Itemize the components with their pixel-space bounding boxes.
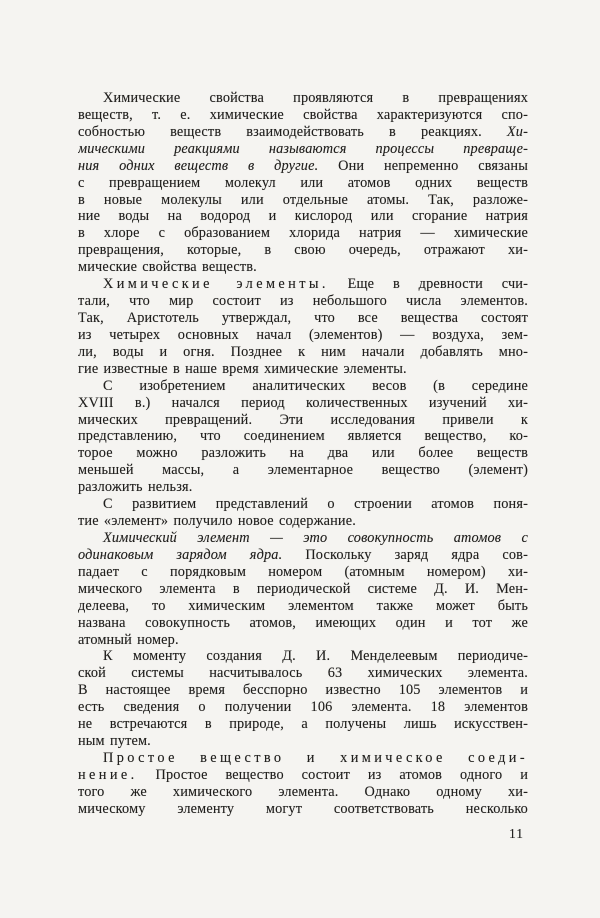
text-segment: гие известные в наше время химические элементы. <box>78 360 407 377</box>
text-segment: В настоящее время бесспорно известно 105 элементов и <box>78 682 528 699</box>
text-segment: превращения, которые, в свою очередь, отражают хи- <box>78 242 528 259</box>
text-line <box>78 564 528 581</box>
text-segment: торое можно разложить на два или более веществ <box>78 445 528 462</box>
text-segment: Простое вещество состоит из атомов одного и <box>137 766 528 783</box>
text-line <box>78 327 528 344</box>
text-segment: из четырех основных начал (элементов) — воздуха, зем- <box>78 326 528 343</box>
text-line <box>78 462 528 479</box>
text-line <box>78 259 528 276</box>
text-segment: в хлоре с образованием хлорида натрия — химические <box>78 225 528 242</box>
text-segment: меньшей массы, а элементарное вещество (элемент) <box>78 462 528 479</box>
italic-text-segment: одинаковым зарядом ядра. <box>78 546 283 563</box>
text-line <box>78 445 528 462</box>
text-segment: есть сведения о получении 106 элемента. 18 элементов <box>78 699 528 716</box>
text-line <box>78 530 528 547</box>
text-line <box>78 547 528 564</box>
text-line <box>78 682 528 699</box>
text-segment: К моменту создания Д. И. Менделеевым периодиче- <box>103 648 528 665</box>
text-segment: мические свойства веществ. <box>78 259 257 276</box>
italic-text-segment: Химический элемент — это совокупность атомов с <box>103 529 528 546</box>
text-line <box>78 581 528 598</box>
text-line <box>78 784 528 801</box>
text-segment: ние воды на водород и кислород или сгорание натрия <box>78 208 528 225</box>
text-line <box>78 276 528 293</box>
text-line <box>78 496 528 513</box>
text-segment: Поскольку заряд ядра сов- <box>282 546 528 563</box>
text-line <box>78 310 528 327</box>
text-line <box>78 767 528 784</box>
text-segment: Они непременно связаны <box>318 157 528 174</box>
text-segment: Так, Аристотель утверждал, что все вещества состоят <box>78 309 528 326</box>
text-segment: XVIII в.) начался период количественных изучений хи- <box>78 394 528 411</box>
text-segment: названа совокупность атомов, имеющих один и тот же <box>78 614 528 631</box>
text-segment: разложить нельзя. <box>78 479 193 496</box>
text-segment: С изобретением аналитических весов (в середине <box>103 377 528 394</box>
text-line <box>78 648 528 665</box>
text-segment: Химические свойства проявляются в превращениях <box>103 90 528 106</box>
italic-text-segment: Хи- <box>506 123 528 140</box>
text-line <box>78 716 528 733</box>
text-segment: веществ, т. е. химические свойства характеризуются спо- <box>78 106 528 123</box>
text-line <box>78 395 528 412</box>
text-segment: Еще в древности счи- <box>328 276 528 293</box>
text-line <box>78 378 528 395</box>
text-line <box>78 513 528 530</box>
text-segment: того же химического элемента. Однако одному хи- <box>78 783 528 800</box>
text-line <box>78 665 528 682</box>
text-line <box>78 225 528 242</box>
text-line <box>78 242 528 259</box>
text-line <box>78 175 528 192</box>
text-segment: атомный номер. <box>78 631 179 648</box>
text-line <box>78 361 528 378</box>
text-line <box>78 158 528 175</box>
text-line <box>78 699 528 716</box>
text-segment: ным путем. <box>78 733 151 750</box>
text-segment: тие «элемент» получило новое содержание. <box>78 513 356 530</box>
italic-text-segment: ния одних веществ в другие. <box>78 157 319 174</box>
text-segment: собностью веществ взаимодействовать в реакциях. <box>78 123 507 140</box>
text-line <box>78 632 528 649</box>
text-line <box>78 733 528 750</box>
letterspaced-heading-segment: Простое вещество и химическое соеди- <box>103 749 528 766</box>
text-segment: делеева, то химическим элементом также может быть <box>78 597 528 614</box>
italic-text-segment: мическими реакциями называются процессы превраще- <box>78 140 528 157</box>
page-text-block <box>78 90 528 818</box>
letterspaced-heading-segment: нение. <box>78 766 138 783</box>
page-number: 11 <box>509 826 524 841</box>
text-segment: не встречаются в природе, а получены лишь искусствен- <box>78 716 528 733</box>
text-line <box>78 141 528 158</box>
text-segment: в новые молекулы или отдельные атомы. Так, разложе- <box>78 191 528 208</box>
text-line <box>78 428 528 445</box>
text-segment: тали, что мир состоит из небольшого числа элементов. <box>78 293 528 310</box>
text-line <box>78 90 528 107</box>
text-line <box>78 615 528 632</box>
text-line <box>78 344 528 361</box>
text-line <box>78 293 528 310</box>
text-line <box>78 208 528 225</box>
text-segment: ли, воды и огня. Позднее к ним начали добавлять мно- <box>78 343 528 360</box>
text-segment: представлению, что соединением является вещество, ко- <box>78 428 528 445</box>
text-segment: с превращением молекул или атомов одних веществ <box>78 174 528 191</box>
text-line <box>78 107 528 124</box>
text-segment: падает с порядковым номером (атомным номером) хи- <box>78 563 528 580</box>
text-segment: С развитием представлений о строении атомов поня- <box>103 496 528 513</box>
text-line <box>78 192 528 209</box>
text-line <box>78 750 528 767</box>
text-line <box>78 598 528 615</box>
text-line <box>78 801 528 818</box>
text-segment: мического элемента в периодической системе Д. И. Мен- <box>78 580 528 597</box>
text-line <box>78 124 528 141</box>
text-segment: мическому элементу могут соответствовать несколько <box>78 800 528 817</box>
letterspaced-heading-segment: Химические элементы. <box>103 276 329 293</box>
text-segment: мических превращений. Эти исследования привели к <box>78 411 528 428</box>
text-segment: ской системы насчитывалось 63 химических элемента. <box>78 665 528 682</box>
text-line <box>78 479 528 496</box>
text-line <box>78 412 528 429</box>
